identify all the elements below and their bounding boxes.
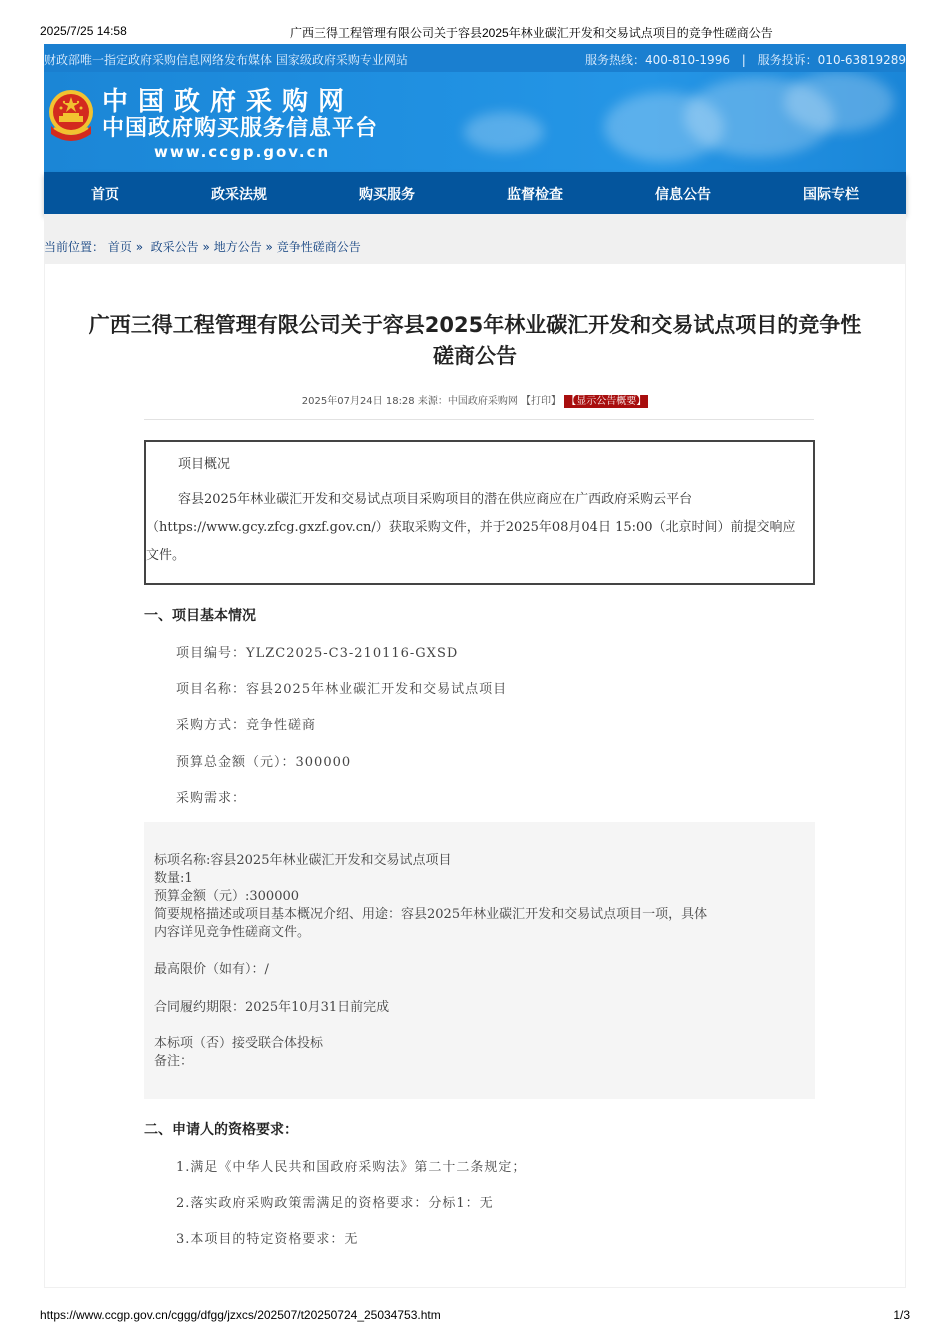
- consortium-bidding: 本标项（否）接受联合体投标: [154, 1036, 324, 1051]
- nav-item-regulations[interactable]: 政采法规: [211, 187, 267, 203]
- article-source: 来源：中国政府采购网: [417, 396, 518, 407]
- quantity: 数量:1: [154, 871, 193, 886]
- show-summary-button[interactable]: 【显示公告概要】: [566, 396, 647, 407]
- main-nav: [44, 172, 906, 214]
- nav-item-purchase-services[interactable]: 购买服务: [359, 187, 415, 203]
- qualification-2: 2.落实政府采购政策需满足的资格要求：分标1：无: [176, 1196, 494, 1211]
- breadcrumb-local-announcements[interactable]: 地方公告: [213, 240, 262, 254]
- nav-item-international[interactable]: 国际专栏: [803, 187, 859, 203]
- section-2-heading: 二、申请人的资格要求：: [144, 1122, 298, 1138]
- service-complaint: 服务投诉：010-63819289: [757, 53, 906, 67]
- title-line-2: 磋商公告: [433, 344, 517, 368]
- divider: |: [741, 53, 746, 67]
- breadcrumb-sep: »: [265, 240, 273, 254]
- nav-item-home[interactable]: 首页: [91, 187, 119, 203]
- project-overview-box: [144, 440, 815, 585]
- article-title: [44, 310, 906, 372]
- print-header: [0, 0, 950, 44]
- breadcrumb-prefix: 当前位置：: [44, 240, 105, 254]
- page-url: https://www.ccgp.gov.cn/cggg/dfgg/jzxcs/202507/t20250724_25034753.htm: [40, 1308, 441, 1322]
- contract-term: 合同履约期限：2025年10月31日前完成: [154, 1000, 390, 1015]
- breadcrumb-sep: »: [202, 240, 210, 254]
- procurement-method: 采购方式：竞争性磋商: [176, 718, 317, 733]
- cloud-decoration: [464, 112, 544, 152]
- breadcrumb-competitive-negotiation[interactable]: 竞争性磋商公告: [276, 240, 361, 254]
- qualification-1: 1.满足《中华人民共和国政府采购法》第二十二条规定；: [176, 1160, 527, 1175]
- site-slogan: 财政部唯一指定政府采购信息网络发布媒体 国家级政府采购专业网站: [44, 53, 408, 67]
- overview-text: 容县2025年林业碳汇开发和交易试点项目采购项目的潜在供应商应在广西政府采购云平台（https://www.gcy.zfcg.gxzf.gov.cn/）获取采购文件，并于2025年08月04日 15:00（北京时间）前提交响应文件。: [146, 492, 796, 563]
- lot-budget: 预算金额（元）:300000: [154, 889, 300, 904]
- national-emblem-icon[interactable]: [46, 86, 96, 146]
- service-hotline: 服务热线：400-810-1996: [584, 53, 730, 67]
- qualification-3: 3.本项目的特定资格要求：无: [176, 1232, 359, 1247]
- top-info-bar: [44, 44, 906, 72]
- page-number: 1/3: [893, 1308, 910, 1322]
- print-button[interactable]: 【打印】: [521, 396, 562, 407]
- logo-line-2: 中国政府购买服务信息平台: [102, 116, 379, 141]
- breadcrumb-bar: [44, 214, 906, 264]
- lot-name: 标项名称:容县2025年林业碳汇开发和交易试点项目: [154, 853, 452, 868]
- breadcrumb-sep: »: [135, 240, 144, 254]
- print-page-title: 广西三得工程管理有限公司关于容县2025年林业碳汇开发和交易试点项目的竞争性磋商公告: [290, 26, 773, 40]
- max-price: 最高限价（如有）：/: [154, 962, 269, 977]
- total-budget: 预算总金额（元）：300000: [176, 755, 352, 770]
- nav-item-supervision[interactable]: 监督检查: [507, 187, 563, 203]
- brief-description-cont: 内容详见竞争性磋商文件。: [154, 925, 311, 940]
- print-datetime: 2025/7/25 14:58: [40, 24, 127, 38]
- logo-url: www.ccgp.gov.cn: [154, 143, 331, 161]
- brief-description: 简要规格描述或项目基本概况介绍、用途：容县2025年林业碳汇开发和交易试点项目一项，具体: [154, 907, 708, 922]
- publish-datetime: 2025年07月24日 18:28: [301, 396, 415, 407]
- requirements-box: [144, 822, 815, 1099]
- site-logo[interactable]: [102, 88, 378, 162]
- site-banner: [44, 72, 906, 172]
- project-number: 项目编号：YLZC2025-C3-210116-GXSD: [176, 646, 459, 661]
- remarks: 备注：: [154, 1054, 194, 1069]
- title-line-1: 广西三得工程管理有限公司关于容县2025年林业碳汇开发和交易试点项目的竞争性: [88, 313, 862, 337]
- nav-item-announcements[interactable]: 信息公告: [655, 187, 711, 203]
- breadcrumb-home[interactable]: 首页: [107, 240, 132, 254]
- section-1-heading: 一、项目基本情况: [144, 608, 256, 624]
- article-meta: [0, 392, 950, 407]
- overview-heading: 项目概况: [178, 457, 231, 472]
- breadcrumb-procurement-announcements[interactable]: 政采公告: [150, 240, 199, 254]
- cloud-decoration: [784, 72, 894, 132]
- project-name: 项目名称：容县2025年林业碳汇开发和交易试点项目: [176, 682, 508, 697]
- breadcrumb: [44, 238, 361, 255]
- logo-line-1: 中国政府采购网: [102, 87, 355, 117]
- divider: [144, 419, 814, 420]
- service-contacts: [585, 51, 906, 68]
- procurement-requirements-label: 采购需求：: [176, 791, 247, 806]
